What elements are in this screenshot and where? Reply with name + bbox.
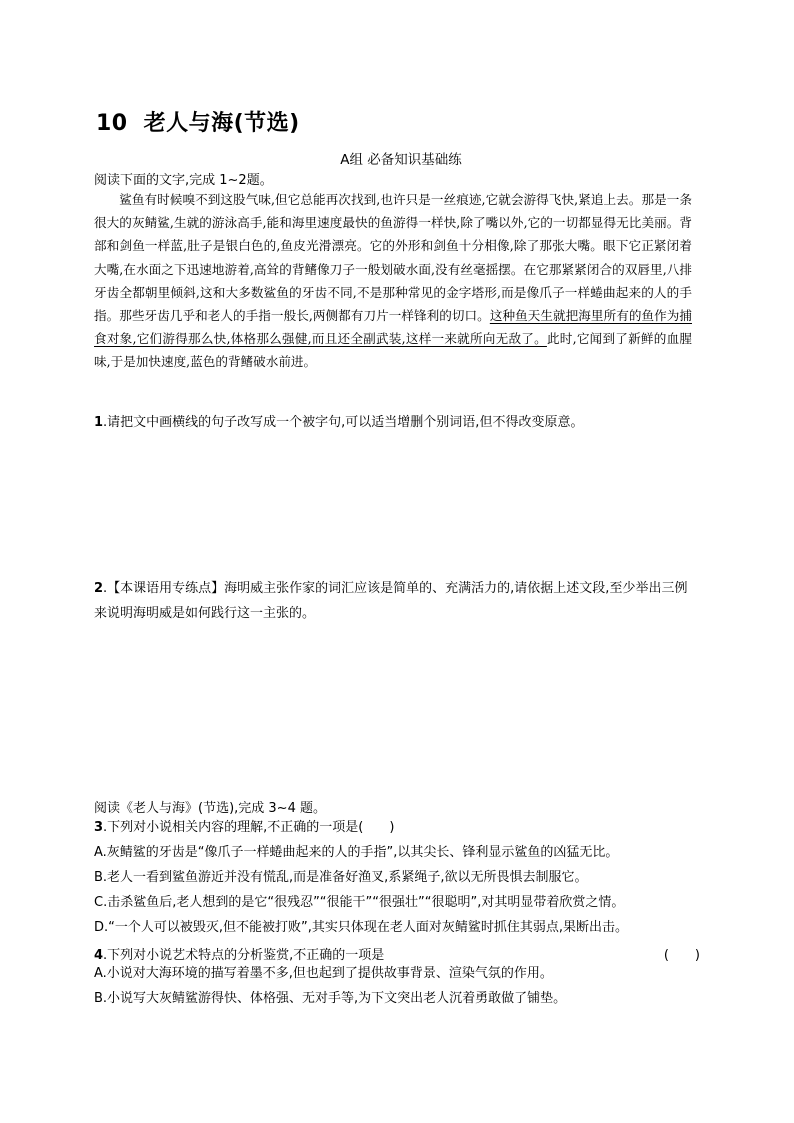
- question-text: .下列对小说艺术特点的分析鉴赏,不正确的一项是: [103, 948, 385, 963]
- question-3-options: [94, 840, 700, 940]
- question-number: 3: [94, 820, 104, 835]
- option-a: A.灰鲭鲨的牙齿是“像爪子一样蜷曲起来的人的手指”,以其尖长、锋利显示鲨鱼的凶猛无比。: [94, 845, 619, 860]
- question-3: [94, 815, 700, 840]
- page-title: [96, 106, 300, 137]
- question-number: 1: [94, 415, 104, 430]
- question-1: [94, 410, 700, 435]
- option-a: A.小说对大海环境的描写着墨不多,但也起到了提供故事背景、渲染气氛的作用。: [94, 966, 553, 981]
- question-text: .下列对小说相关内容的理解,不正确的一项是( ): [103, 820, 395, 835]
- reading-instruction-1: 阅读下面的文字,完成 1~2题。: [94, 173, 273, 188]
- underlined-sentence: 这种鱼天生就把海里所有的鱼作为捕食对象,它们游得那么快,体格那么强健,而且还全副武装,这样一来就所向无敌了。: [94, 308, 692, 347]
- question-4-options: [94, 961, 700, 1011]
- reading-instruction-2: 阅读《老人与海》(节选),完成 3~4 题。: [94, 801, 326, 816]
- lesson-number: 10: [96, 111, 128, 136]
- question-number: 2: [94, 581, 104, 596]
- question-2: [94, 576, 700, 626]
- passage-text-after: 此时,它闻到了新鲜的血腥味,于是加快速度,蓝色的背鳍破水前进。: [94, 331, 692, 370]
- question-number: 4: [94, 948, 104, 963]
- question-text: .请把文中画横线的句子改写成一个被字句,可以适当增删个别词语,但不得改变原意。: [103, 415, 584, 430]
- option-c: C.击杀鲨鱼后,老人想到的是它“很残忍”“很能干”“很强壮”“很聪明”,对其明显带着欣赏之情。: [94, 895, 625, 910]
- question-text: .【本课语用专练点】海明威主张作家的词汇应该是简单的、充满活力的,请依据上述文段,至少举出三例来说明海明威是如何践行这一主张的。: [94, 581, 688, 621]
- option-b: B.小说写大灰鲭鲨游得快、体格强、无对手等,为下文突出老人沉着勇敢做了铺垫。: [94, 991, 567, 1006]
- section-heading: A组 必备知识基础练: [340, 152, 462, 168]
- option-b: B.老人一看到鲨鱼游近并没有慌乱,而是准备好渔叉,系紧绳子,欲以无所畏惧去制服它。: [94, 870, 588, 885]
- passage-text-before: 鲨鱼有时候嗅不到这股气味,但它总能再次找到,也许只是一丝痕迹,它就会游得飞快,紧追上去。那是一条很大的灰鲭鲨,生就的游泳高手,能和海里速度最快的鱼游得一样快,除了嘴以外,它的一切都显得无比美丽。背部和剑鱼一样蓝,肚子是银白色的,鱼皮光滑漂亮。它的外形和剑鱼十分相像,除了那张大嘴。眼下它正紧闭着大嘴,在水面之下迅速地游着,高耸的背鳍像刀子一般划破水面,没有丝毫摇摆。在它那紧紧闭合的双唇里,八排牙齿全都朝里倾斜,这和大多数鲨鱼的牙齿不同,不是那种常见的金字塔形,而是像爪子一样蜷曲起来的人的手指。那些牙齿几乎和老人的手指一般长,两侧都有刀片一样锋利的切口。: [94, 192, 692, 324]
- option-d: D.“一个人可以被毁灭,但不能被打败”,其实只体现在老人面对灰鲭鲨时抓住其弱点,果断出击。: [94, 920, 629, 935]
- lesson-title: 老人与海(节选): [143, 111, 300, 136]
- answer-bracket: ( ): [663, 948, 700, 963]
- reading-passage: [94, 188, 692, 374]
